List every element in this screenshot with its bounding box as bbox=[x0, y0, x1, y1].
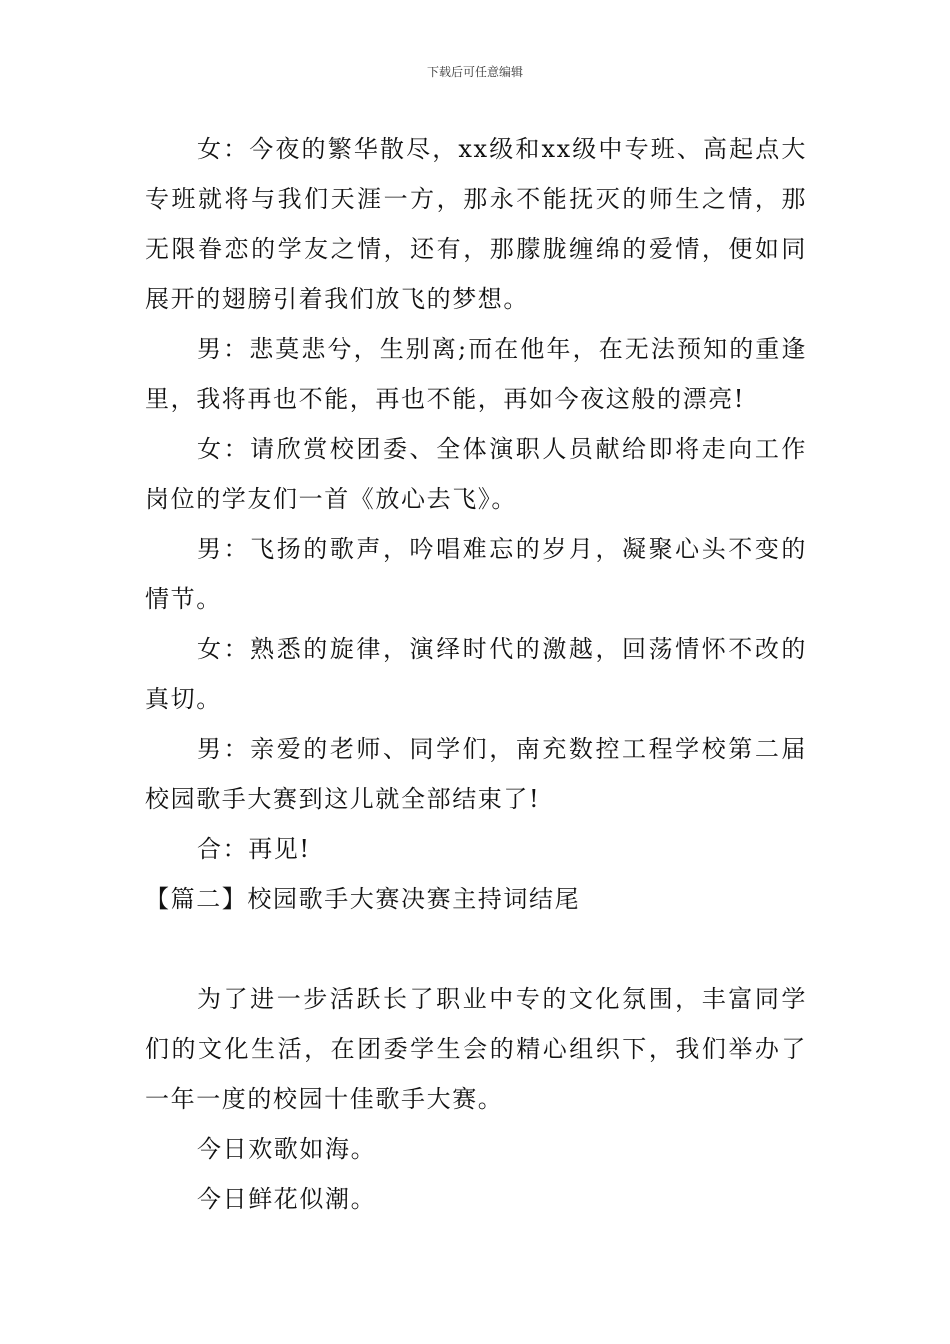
blank-line bbox=[145, 924, 807, 974]
paragraph-songs: 今日欢歌如海。 bbox=[197, 1135, 377, 1163]
page-header-note: 下载后可任意编辑 bbox=[426, 65, 523, 79]
paragraph-together: 合：再见! bbox=[197, 835, 311, 863]
paragraph-female-host-3: 女：熟悉的旋律，演绎时代的激越，回荡情怀不改的真切。 bbox=[145, 635, 807, 713]
paragraph-female-host-1: 女：今夜的繁华散尽，xx级和xx级中专班、高起点大专班就将与我们天涯一方，那永不能抚灭的师生之情，那无限眷恋的学友之情，还有，那朦胧缠绵的爱情，便如同展开的翅膀引着我们放飞的梦想。 bbox=[145, 135, 807, 313]
paragraph-intro: 为了进一步活跃长了职业中专的文化氛围，丰富同学们的文化生活，在团委学生会的精心组织下，我们举办了一年一度的校园十佳歌手大赛。 bbox=[145, 985, 807, 1113]
paragraph-female-host-2: 女：请欣赏校团委、全体演职人员献给即将走向工作岗位的学友们一首《放心去飞》。 bbox=[145, 435, 807, 513]
paragraph-flowers: 今日鲜花似潮。 bbox=[197, 1185, 377, 1213]
paragraph-male-host-2: 男：飞扬的歌声，吟唱难忘的岁月，凝聚心头不变的情节。 bbox=[145, 535, 807, 613]
section-heading: 【篇二】校园歌手大赛决赛主持词结尾 bbox=[145, 885, 581, 913]
document-body bbox=[145, 124, 807, 1224]
paragraph-male-host-1: 男：悲莫悲兮，生别离;而在他年，在无法预知的重逢里，我将再也不能，再也不能，再如今夜这般的漂亮! bbox=[145, 335, 807, 413]
paragraph-male-host-3: 男：亲爱的老师、同学们，南充数控工程学校第二届校园歌手大赛到这儿就全部结束了! bbox=[145, 735, 807, 813]
